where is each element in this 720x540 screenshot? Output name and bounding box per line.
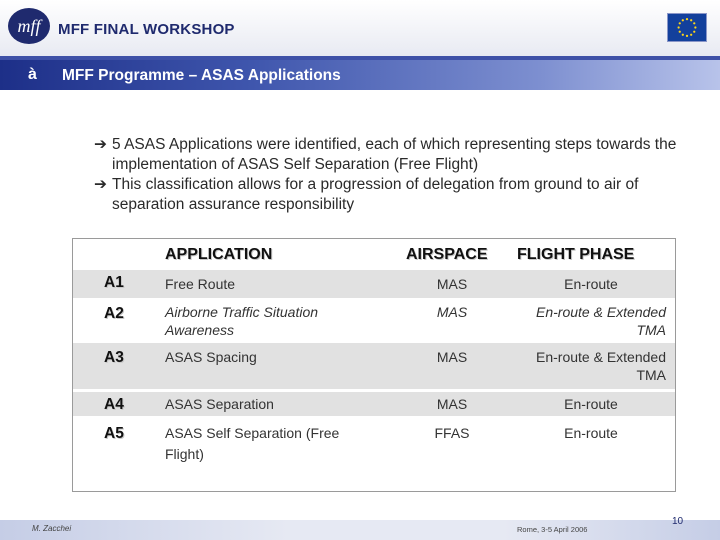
eu-star-icon xyxy=(686,18,688,20)
table-cell-id: A5 xyxy=(104,425,124,442)
table-cell-application: ASAS Self Separation (Free Flight) xyxy=(165,425,340,462)
eu-star-icon xyxy=(693,31,695,33)
table-cell-application: ASAS Spacing xyxy=(165,349,257,365)
table-cell-phase: En-route & Extended TMA xyxy=(536,304,666,338)
bullet-item xyxy=(94,135,694,174)
footer-author: M. Zacchei xyxy=(32,524,72,533)
arrow-right-icon: ➔ xyxy=(94,176,107,193)
eu-star-icon xyxy=(682,34,684,36)
arrow-right-icon: ➔ xyxy=(94,136,107,153)
bullet-list xyxy=(94,135,694,215)
footer-band xyxy=(0,520,720,540)
table-cell-phase: En-route xyxy=(564,276,618,292)
table-cell-id: A3 xyxy=(104,349,124,366)
brand-title: MFF FINAL WORKSHOP xyxy=(58,21,235,38)
eu-star-icon xyxy=(690,34,692,36)
table-cell-airspace: MAS xyxy=(436,304,468,320)
table-cell-id: A2 xyxy=(104,305,124,322)
table-cell-id: A4 xyxy=(104,396,124,413)
table-cell-application: Airborne Traffic Situation Awareness xyxy=(165,304,319,338)
table-cell-application: ASAS Separation xyxy=(165,396,274,412)
table-cell-airspace: MAS xyxy=(436,349,468,365)
header-application: APPLICATION xyxy=(165,246,273,263)
title-arrow-icon: à xyxy=(28,66,37,83)
table-cell-phase: En-route xyxy=(564,425,618,441)
mff-logo-icon xyxy=(6,6,52,46)
slide-title-band xyxy=(0,60,720,90)
eu-star-icon xyxy=(678,26,680,28)
eu-star-icon xyxy=(693,22,695,24)
table-cell-phase: En-route xyxy=(564,396,618,412)
table-cell-phase: En-route & Extended TMA xyxy=(536,349,666,383)
eu-star-icon xyxy=(690,19,692,21)
eu-flag-icon xyxy=(667,13,707,42)
table-cell-airspace: MAS xyxy=(436,396,468,412)
logo-text: mff xyxy=(17,16,41,36)
table-cell-airspace: MAS xyxy=(436,276,468,292)
eu-star-icon xyxy=(682,19,684,21)
eu-star-icon xyxy=(694,26,696,28)
eu-star-icon xyxy=(679,31,681,33)
table-cell-application: Free Route xyxy=(165,276,236,292)
bullet-text: 5 ASAS Applications were identified, each of which representing steps towards the implementation of ASAS Self Separation (Free Flight) xyxy=(112,136,677,173)
header-airspace: AIRSPACE xyxy=(406,246,488,263)
table-cell-id: A1 xyxy=(104,274,124,291)
eu-star-icon xyxy=(679,22,681,24)
eu-star-icon xyxy=(686,35,688,37)
header-band xyxy=(0,0,720,56)
header-flight-phase: FLIGHT PHASE xyxy=(517,246,635,263)
bullet-item xyxy=(94,175,694,214)
page-number: 10 xyxy=(672,516,684,527)
table-cell-airspace: FFAS xyxy=(434,425,470,441)
slide-title: MFF Programme – ASAS Applications xyxy=(62,67,341,84)
bullet-text: This classification allows for a progression of delegation from ground to air of separation assurance responsibility xyxy=(112,176,639,213)
footer-event: Rome, 3-5 April 2006 xyxy=(517,525,588,534)
